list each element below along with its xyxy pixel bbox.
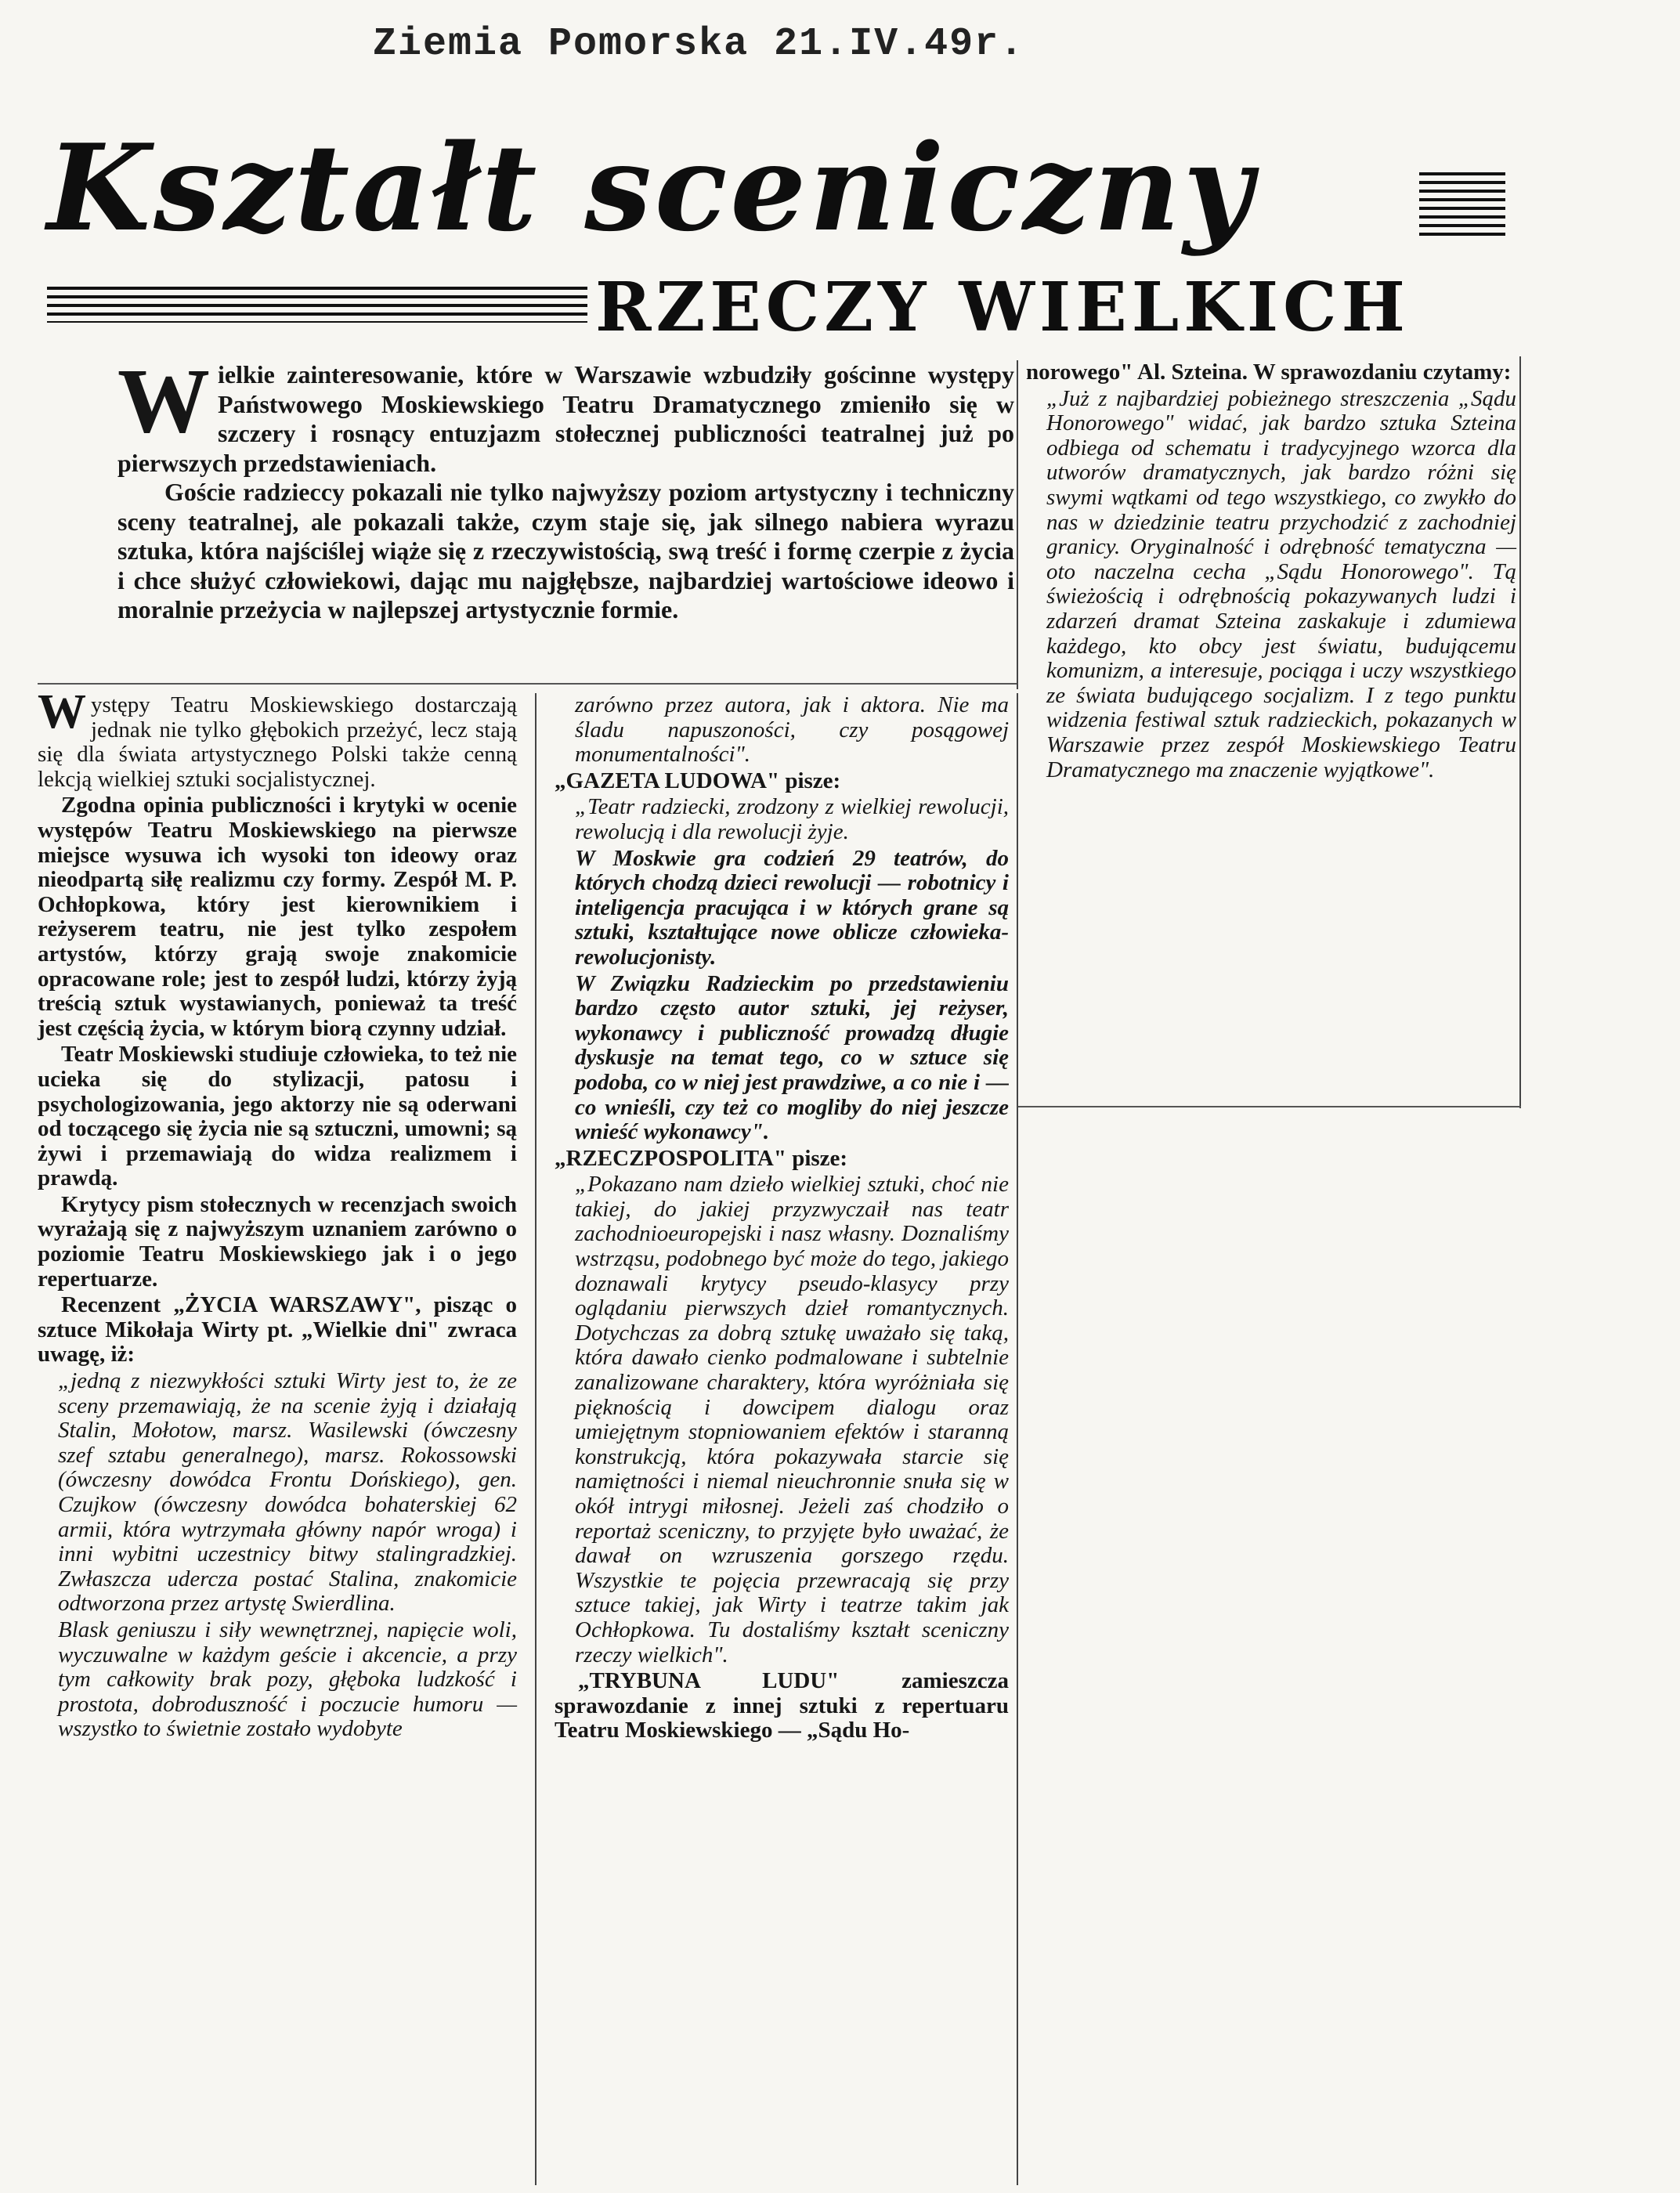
paragraph: „GAZETA LUDOWA" pisze: <box>555 768 841 793</box>
headline-sub-row <box>47 268 1519 347</box>
column-dropcap: W <box>38 685 86 739</box>
quote: „Pokazano nam dzieło wielkiej sztuki, choć nie takiej, do jakiej przyzwyczaił nas teatr zachodnioeuropejski i nasz własny. Doznaliśmy wstrząsu, podobnego być może do tego, jakiego doznawali krytycy pseudo-klasycy przy oglądaniu pierwszych dzieł romantycznych. Dotychczas za dobrą sztukę uważało się taką, która dawało cienko podmalowane i subtelnie zanalizowane charaktery, która wyróżniała się pięknością i dowcipem dialogu oraz umiejętnym stopniowaniem efektów i staranną konstrukcją, która pokazywała starcie się namiętności i niemal nieuchronnie snuła się w okół intrygi miłosnej. Jeżeli zaś chodziło o reportaż sceniczny, to przyjęte było uważać, że dawał on wzruszenia gorszego rzędu. Wszystkie te pojęcia przewracają się przy sztuce takiej, jak Wirty i teatrze takim jak Ochłopkowa. Tu dostaliśmy kształt sceniczny rzeczy wielkich". <box>575 1172 1009 1667</box>
lead-paragraph <box>117 349 1014 674</box>
quote: W Moskwie gra codzień 29 teatrów, do których chodzą dzieci rewolucji — robotnicy i inteligencja pracująca i w których grane są sztuki, kształtujące nowe oblicze człowieka-rewolucjonisty. <box>575 845 1009 970</box>
quote: „Teatr radziecki, zrodzony z wielkiej rewolucji, rewolucją i dla rewolucji żyje. <box>575 794 1009 844</box>
paragraph: Zgodna opinia publiczności i krytyki w ocenie występów Teatru Moskiewskiego na pierwsze miejsce wysuwa ich wysoki ton ideowy oraz nieodpartą siłę realizmu czy formy. Zespół M. P. Ochłopkowa, który jest kierownikiem i reżyserem teatru, nie jest tylko zespołem artystów, którzy grają swoje znakomicie opracowane role; jest to zespół ludzi, którzy żyją treścią sztuk wystawianych, ponieważ ta treść jest częścią życia, w którym biorą czynny udział. <box>38 793 517 1041</box>
lead-text-2: Goście radzieccy pokazali nie tylko najwyższy poziom artystyczny i techniczny sceny teatralnej, ale pokazali także, czym staje się, jak silnego nabiera wyrazu sztuka, która najściślej wiąże się z rzeczywistością, swą treść i formę czerpie z życia i chce służyć człowiekowi, dając mu najgłębsze, najbardziej wartościowe ideowo i moralnie przeżycia w najlepszej artystycznie formie. <box>117 478 1014 623</box>
source-stamp: Ziemia Pomorska 21.IV.49r. <box>373 22 1025 67</box>
paragraph: Krytycy pism stołecznych w recenzjach swoich wyrażają się z najwyższym uznaniem zarówno o poziomie Teatru Moskiewskiego jak i o jego repertuarze. <box>38 1191 517 1292</box>
paragraph: „TRYBUNA LUDU" zamieszcza sprawozdanie z innej sztuki z repertuaru Teatru Moskiewskiego — „Sądu Ho- <box>555 1668 1009 1743</box>
headline-sub: RZECZY WIELKICH <box>595 268 1410 347</box>
paragraph: norowego" Al. Szteina. W sprawozdaniu czytamy: <box>1026 359 1512 385</box>
quote: Blask geniuszu i siły wewnętrznej, napięcie woli, wyczuwalne w każdym geście i akcencie, a przy tym całkowity brak pozy, głęboka ludzkość i prostota, dobroduszność i poczucie humoru — wszystko to świetnie zostało wydobyte <box>58 1617 517 1742</box>
paragraph: Recenzent „ŻYCIA WARSZAWY", pisząc o sztuce Mikołaja Wirty pt. „Wielkie dni" zwraca uwagę, iż: <box>38 1292 517 1367</box>
article-column-1 <box>38 685 517 2185</box>
quote: „Już z najbardziej pobieżnego streszczenia „Sądu Honorowego" widać, jak bardzo sztuka Szteina odbiega od schematu i tradycyjnego wzorca dla utworów dramatycznych, jak bardzo różni się swymi wątkami od tego wszystkiego, co zwykło do nas w dziedzinie teatru przychodzić z zachodniej granicy. Oryginalność i odrębność tematyczna — oto naczelna cecha „Sądu Honorowego". Tą świeżością i odrębnością pokazywanych ludzi i zdarzeń dramat Szteina zaskakuje i zdumiewa każdego, kto obcy jest światu, budującemu komunizm, a interesuje, pociąga i uczy wszystkiego ze świata budującego socjalizm. I z tego punktu widzenia festiwal sztuk radzieckich, pokazanych w Warszawie przez zespół Moskiewskiego Teatru Dramatycznego ma znaczenie wyjątkowe". <box>1046 385 1516 782</box>
article-column-3 <box>1026 360 1516 1081</box>
headline <box>47 117 1519 347</box>
lead-text-1: ielkie zainteresowanie, które w Warszawie wzbudziły gościnne występy Państwowego Moskiewskiego Teatru Dramatycznego zmieniło się w szczery i rosnący entuzjazm stołecznej publiczności teatralnej już po pierwszych przedstawieniach. <box>117 360 1014 477</box>
lead-dropcap: W <box>117 349 210 452</box>
paragraph: ystępy Teatru Moskiewskiego dostarczają jednak nie tylko głębokich przeżyć, lecz stają się dla świata artystycznego Polski także cenną lekcją wielkiej sztuki socjalistycznej. <box>38 692 517 792</box>
lead-bottom-rule <box>38 683 1017 685</box>
headline-decoration-right <box>1419 172 1505 238</box>
column-bottom-rule <box>1018 1106 1521 1107</box>
column-divider <box>1017 360 1018 689</box>
paragraph: „RZECZPOSPOLITA" pisze: <box>555 1145 848 1171</box>
column-divider <box>1017 693 1018 2185</box>
paragraph: Teatr Moskiewski studiuje człowieka, to też nie ucieka się do stylizacji, patosu i psychologizowania, jego aktorzy nie są oderwani od toczącego się życia nie są sztuczni, umowni; są żywi i przemawiają do widza realizmem i prawdą. <box>38 1042 517 1191</box>
quote: „jedną z niezwykłości sztuki Wirty jest to, że ze sceny przemawiają, że na scenie żyją i działają Stalin, Mołotow, marsz. Wasilewski (ówczesny szef sztabu generalnego), marsz. Rokossowski (ówczesny dowódca Frontu Dońskiego), gen. Czujkow (ówczesny dowódca bohaterskiej 62 armii, która wytrzymała główny napór wroga) i inni wybitni uczestnicy bitwy stalingradzkiej. Zwłaszcza udercza postać Stalina, znakomicie odtworzona przez artystę Swierdlina. <box>58 1368 517 1617</box>
article-column-2 <box>555 693 1009 2185</box>
quote: W Związku Radzieckim po przedstawieniu bardzo często autor sztuki, jej reżyser, wykonawcy i publiczność prowadzą długie dyskusje na temat tego, co w sztuce się podoba, co w niej jest prawdziwe, a co nie i — co wnieśli, czy też co mogliby do niej jeszcze wnieść wykonawcy". <box>575 970 1009 1145</box>
headline-decoration-left <box>47 287 587 323</box>
quote: zarówno przez autora, jak i aktora. Nie ma śladu napuszoności, czy posągowej monumentalności". <box>575 692 1009 768</box>
column-divider <box>535 693 537 2185</box>
headline-main: Kształt sceniczny <box>47 117 1256 258</box>
column-divider <box>1519 356 1521 1108</box>
